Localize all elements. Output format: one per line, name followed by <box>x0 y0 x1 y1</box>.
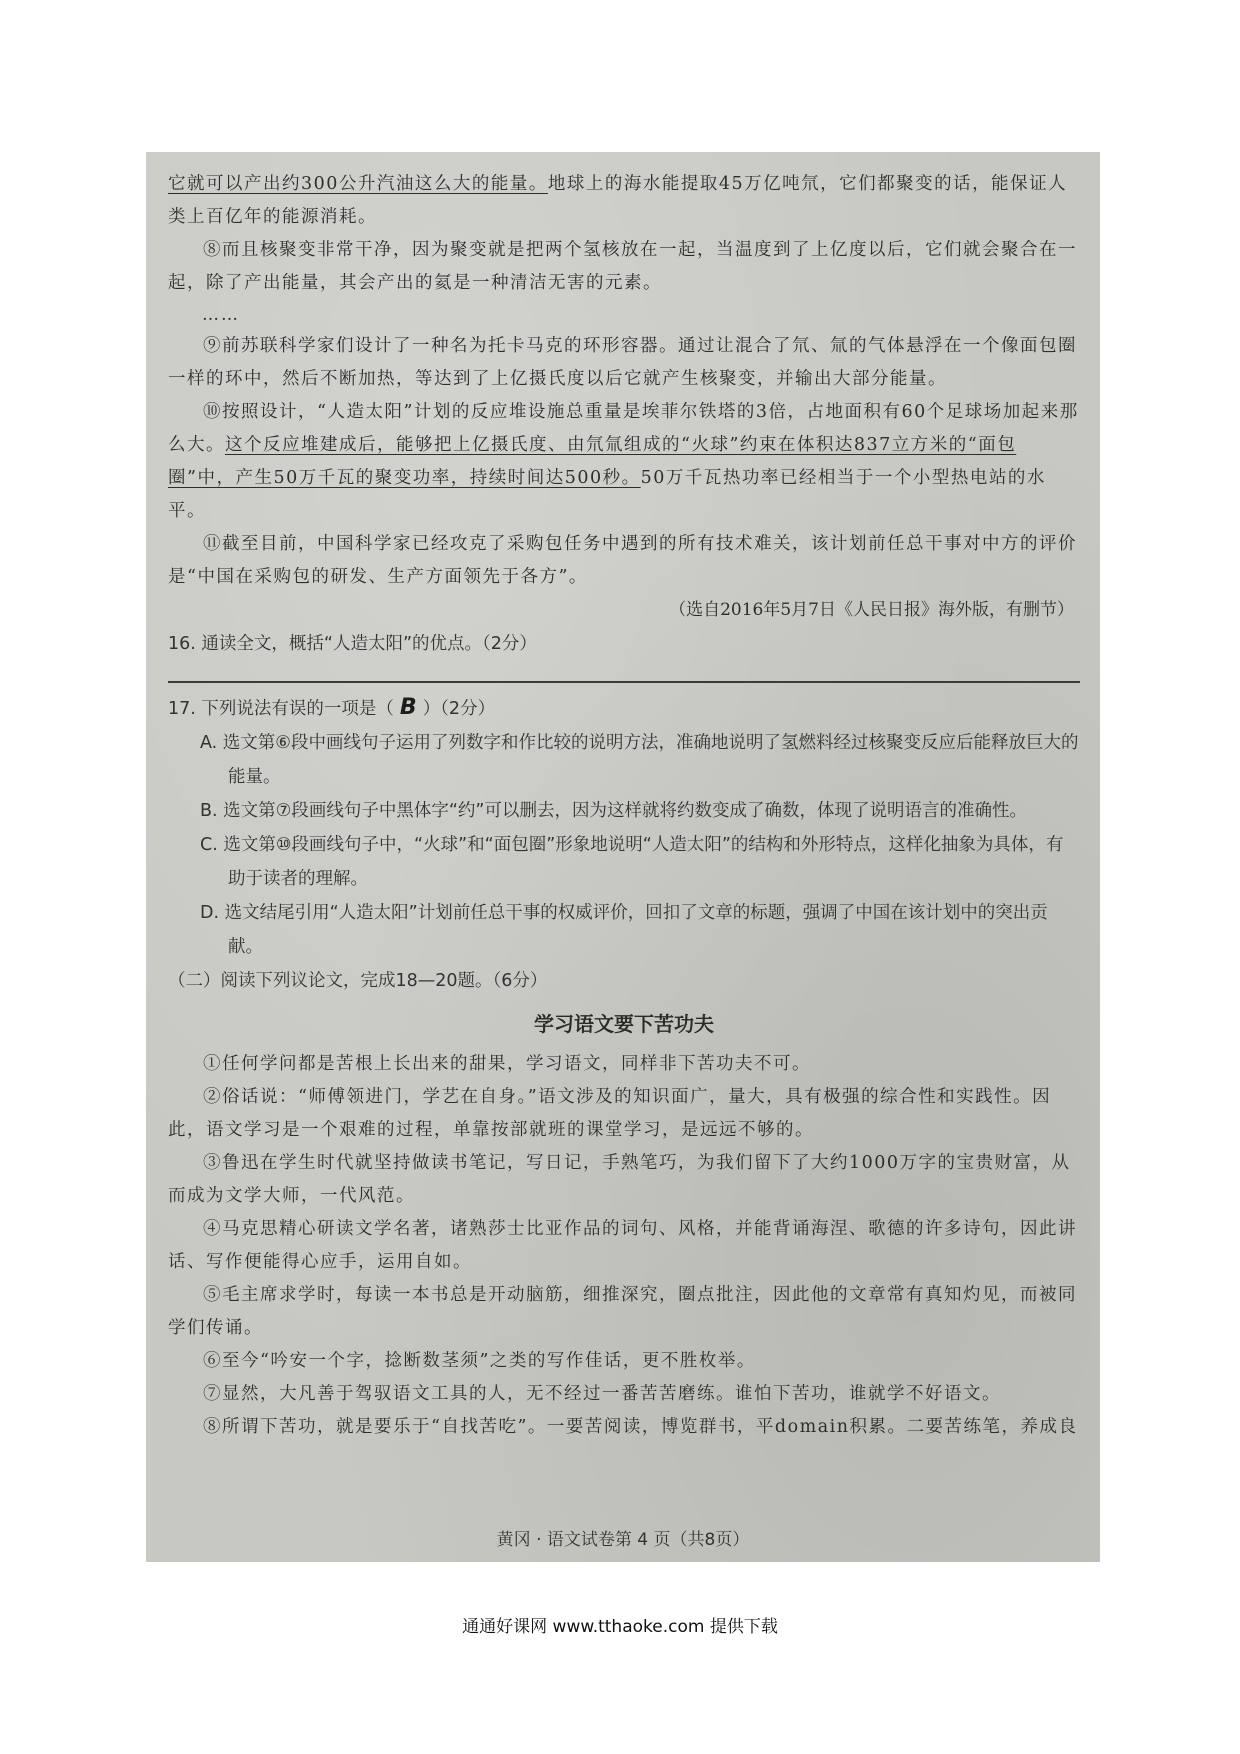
essay-paragraph-1: ①任何学问都是苦根上长出来的甜果，学习语文，同样非下苦功夫不可。 <box>203 1054 811 1074</box>
essay-paragraph-3: ③鲁迅在学生时代就坚持做读书笔记，写日记，手熟笔巧，为我们留下了大约1000万字的宝贵财富，从而成为文学大师，一代风范。 <box>168 1153 1071 1206</box>
essay-paragraph-8: ⑧所谓下苦功，就是要乐于“自找苦吃”。一要苦阅读，博览群书，平domain积累。二要苦练笔，养成良 <box>203 1417 1078 1437</box>
essay-paragraph-7: ⑦显然，大凡善于驾驭语文工具的人，无不经过一番苦苦磨练。谁怕下苦功，谁就学不好语文。 <box>203 1384 1001 1404</box>
site-footer: 通通好课网 www.tthaoke.com 提供下载 <box>462 1617 778 1637</box>
passage-source: （选自2016年5月7日《人民日报》海外版，有删节） <box>669 600 1074 620</box>
passage-paragraph-11: ⑪截至目前，中国科学家已经攻克了采购包任务中遇到的所有技术难关，该计划前任总干事对中方的评价是“中国在采购包的研发、生产方面领先于各方”。 <box>168 534 1077 587</box>
underlined-sentence-10: 这个反应堆建成后，能够把上亿摄氏度、由氘氚组成的“火球”约束在体积达837立方米的“面包圈”中，产生50万千瓦的聚变功率，持续时间达500秒。 <box>168 435 1017 488</box>
essay-paragraph-5: ⑤毛主席求学时，每读一本书总是开动脑筋，细推深究，圈点批注，因此他的文章常有真知灼见，而被同学们传诵。 <box>168 1285 1077 1338</box>
essay-paragraph-2: ②俗话说：“师傅领进门，学艺在自身。”语文涉及的知识面广，量大，具有极强的综合性和实践性。因此，语文学习是一个艰难的过程，单靠按部就班的课堂学习，是远远不够的。 <box>168 1087 1052 1140</box>
exam-page-footer: 黄冈 · 语文试卷第 4 页（共8页） <box>496 1530 750 1550</box>
passage-paragraph-9: ⑨前苏联科学家们设计了一种名为托卡马克的环形容器。通过让混合了氘、氚的气体悬浮在一个像面包圈一样的环中，然后不断加热，等达到了上亿摄氏度以后它就产生核聚变，并输出大部分能量。 <box>168 336 1077 389</box>
underlined-sentence-7: 它就可以产出约300公升汽油这么大的能量。 <box>168 174 548 194</box>
option-a: A. 选文第⑥段中画线句子运用了列数字和作比较的说明方法，准确地说明了氢燃料经过核聚变反应后能释放巨大的能量。 <box>200 733 1079 787</box>
section-2-heading: （二）阅读下列议论文，完成18—20题。（6分） <box>168 971 548 991</box>
paragraph-10-start: ⑩按照设计，“人造太阳”计划的反应堆设施总重量是埃菲尔铁塔的3倍，占地面积有60个足球场加起来那么大。 <box>168 402 1079 455</box>
q17-stem-before: 17. 下列说法有误的一项是（ <box>168 699 394 719</box>
answer-line <box>168 681 1080 683</box>
paragraph-7-rest: 地球上的海水能提取45万亿吨氘，它们都聚变的话，能保证人类上百亿年的能源消耗。 <box>168 174 1068 227</box>
omission-ellipsis: …… <box>202 305 240 325</box>
q17-stem-after: ）（2分） <box>422 699 496 719</box>
essay-paragraph-6: ⑥至今“吟安一个字，捻断数茎须”之类的写作佳话，更不胜枚举。 <box>203 1351 756 1371</box>
paragraph-10-end: 50万千瓦热功率已经相当于一个小型热电站的水平。 <box>168 468 1046 521</box>
passage-paragraph-7 <box>168 168 1080 234</box>
essay-title: 学习语文要下苦功夫 <box>534 1012 714 1036</box>
passage-paragraph-8: ⑧而且核聚变非常干净，因为聚变就是把两个氢核放在一起，当温度到了上亿度以后，它们就会聚合在一起，除了产出能量，其会产出的氦是一种清洁无害的元素。 <box>168 240 1077 293</box>
exam-page-photo <box>146 152 1100 1562</box>
question-16: 16. 通读全文，概括“人造太阳”的优点。（2分） <box>168 634 537 654</box>
option-b: B. 选文第⑦段画线句子中黑体字“约”可以删去，因为这样就将约数变成了确数，体现了说明语言的准确性。 <box>200 801 1027 821</box>
option-c: C. 选文第⑩段画线句子中，“火球”和“面包圈”形象地说明“人造太阳”的结构和外形特点，这样化抽象为具体，有助于读者的理解。 <box>200 835 1064 889</box>
essay-paragraph-4: ④马克思精心研读文学名著，诸熟莎士比亚作品的词句、风格，并能背诵海涅、歌德的许多诗句，因此讲话、写作便能得心应手，运用自如。 <box>168 1219 1077 1272</box>
passage-paragraph-10 <box>168 396 1080 528</box>
option-d: D. 选文结尾引用“人造太阳”计划前任总干事的权威评价，回扣了文章的标题，强调了中国在该计划中的突出贡献。 <box>200 903 1048 957</box>
handwritten-answer: B <box>399 695 417 720</box>
question-17-stem <box>168 691 1080 726</box>
